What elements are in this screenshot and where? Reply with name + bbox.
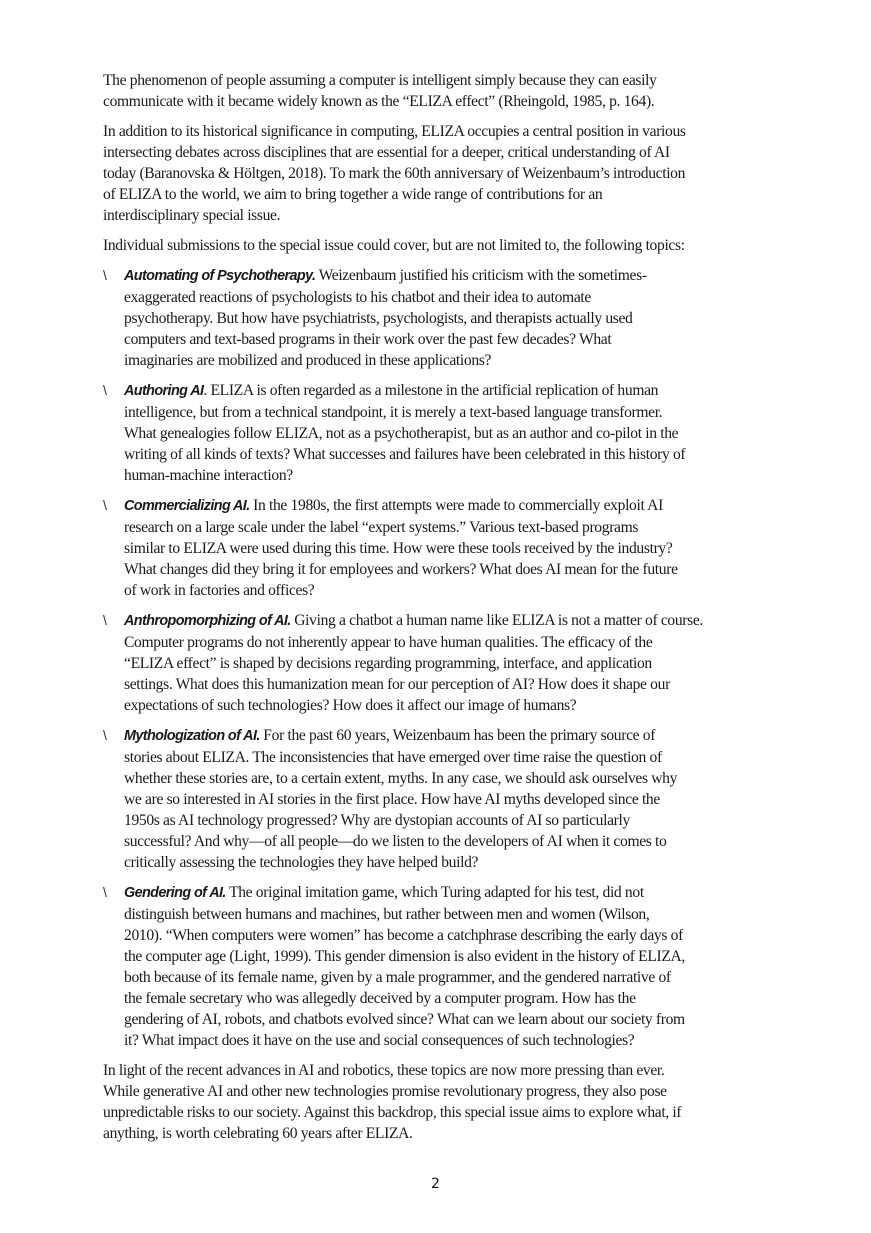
topic-item-commercializing-ai: [103, 495, 783, 601]
text-line: we are so interested in AI stories in the first place. How have AI myths developed since the: [124, 791, 660, 808]
text-line: it? What impact does it have on the use and social consequences of such technologies?: [124, 1032, 635, 1049]
text-line: intersecting debates across disciplines that are essential for a deeper, critical understanding of AI: [103, 144, 670, 161]
intro-paragraph-topics-lead: [103, 235, 783, 256]
topic-title: Gendering of AI.: [124, 885, 226, 901]
topic-first-line: [124, 725, 783, 747]
text-line: critically assessing the technologies they have helped build?: [124, 854, 479, 871]
closing-paragraph: [103, 1060, 783, 1144]
text-line: successful? And why—of all people—do we listen to the developers of AI when it comes to: [124, 833, 667, 850]
text-line: anything, is worth celebrating 60 years after ELIZA.: [103, 1125, 413, 1142]
text-line: The phenomenon of people assuming a computer is intelligent simply because they can easily: [103, 72, 657, 89]
topic-title: Automating of Psychotherapy.: [124, 268, 316, 284]
text-line: research on a large scale under the label “expert systems.” Various text-based programs: [124, 519, 639, 536]
text-line: “ELIZA effect” is shaped by decisions regarding programming, interface, and application: [124, 655, 652, 672]
topic-first-line: [124, 882, 783, 904]
backslash-bullet-icon: \: [103, 884, 107, 900]
text-line: In addition to its historical significance in computing, ELIZA occupies a central position in various: [103, 123, 686, 140]
text-line: both because of its female name, given by a male programmer, and the gendered narrative of: [124, 969, 671, 986]
text-line: Computer programs do not inherently appear to have human qualities. The efficacy of the: [124, 634, 653, 651]
backslash-bullet-icon: \: [103, 497, 107, 513]
backslash-bullet-icon: \: [103, 727, 107, 743]
topic-first-line-text: . ELIZA is often regarded as a milestone in the artificial replication of human: [203, 382, 659, 399]
text-line: the female secretary who was allegedly deceived by a computer program. How has the: [124, 990, 636, 1007]
topic-first-line: [124, 495, 783, 517]
text-line: psychotherapy. But how have psychiatrists, psychologists, and therapists actually used: [124, 310, 633, 327]
text-line: distinguish between humans and machines, but rather between men and women (Wilson,: [124, 906, 650, 923]
topic-title: Mythologization of AI.: [124, 728, 260, 744]
text-line: What changes did they bring it for employees and workers? What does AI mean for the future: [124, 561, 678, 578]
text-line: writing of all kinds of texts? What successes and failures have been celebrated in this history of: [124, 446, 686, 463]
text-line: of ELIZA to the world, we aim to bring together a wide range of contributions for an: [103, 186, 603, 203]
topic-first-line: [124, 265, 783, 287]
text-line: What genealogies follow ELIZA, not as a psychotherapist, but as an author and co-pilot in the: [124, 425, 679, 442]
topic-item-authoring-ai: [103, 380, 783, 486]
topic-item-gendering-ai: [103, 882, 783, 1051]
backslash-bullet-icon: \: [103, 267, 107, 283]
text-line: whether these stories are, to a certain extent, myths. In any case, we should ask ourselves why: [124, 770, 678, 787]
text-line: communicate with it became widely known as the “ELIZA effect” (Rheingold, 1985, p. 164).: [103, 93, 655, 110]
text-line: exaggerated reactions of psychologists to his chatbot and their idea to automate: [124, 289, 591, 306]
topic-title: Anthropomorphizing of AI.: [124, 613, 291, 629]
intro-paragraph-significance: [103, 121, 783, 226]
topic-item-mythologization-ai: [103, 725, 783, 873]
backslash-bullet-icon: \: [103, 382, 107, 398]
text-line: In light of the recent advances in AI and robotics, these topics are now more pressing than ever.: [103, 1062, 665, 1079]
topic-first-line-text: The original imitation game, which Turing adapted for his test, did not: [225, 884, 644, 901]
text-line: intelligence, but from a technical standpoint, it is merely a text-based language transformer.: [124, 404, 663, 421]
text-line: of work in factories and offices?: [124, 582, 315, 599]
text-line: While generative AI and other new technologies promise revolutionary progress, they also pose: [103, 1083, 667, 1100]
text-line: 1950s as AI technology progressed? Why are dystopian accounts of AI so particularly: [124, 812, 630, 829]
topic-first-line: [124, 380, 783, 402]
topic-first-line-text: In the 1980s, the first attempts were made to commercially exploit AI: [249, 497, 663, 514]
topic-first-line-text: Giving a chatbot a human name like ELIZA is not a matter of course.: [290, 612, 703, 629]
text-line: today (Baranovska & Höltgen, 2018). To mark the 60th anniversary of Weizenbaum’s introduction: [103, 165, 686, 182]
topic-title: Commercializing AI.: [124, 498, 250, 514]
text-line: stories about ELIZA. The inconsistencies that have emerged over time raise the question of: [124, 749, 662, 766]
topic-first-line-text: Weizenbaum justified his criticism with the sometimes-: [315, 267, 647, 284]
topic-item-anthropomorphizing-ai: [103, 610, 783, 716]
text-line: human-machine interaction?: [124, 467, 293, 484]
text-line: imaginaries are mobilized and produced in these applications?: [124, 352, 492, 369]
intro-paragraph-eliza-effect: [103, 70, 783, 112]
backslash-bullet-icon: \: [103, 612, 107, 628]
text-line: gendering of AI, robots, and chatbots evolved since? What can we learn about our society from: [124, 1011, 685, 1028]
topic-first-line: [124, 610, 783, 632]
document-page: [103, 70, 783, 1153]
text-line: expectations of such technologies? How does it affect our image of humans?: [124, 697, 577, 714]
text-line: computers and text-based programs in their work over the past few decades? What: [124, 331, 612, 348]
text-line: settings. What does this humanization mean for our perception of AI? How does it shape our: [124, 676, 670, 693]
topic-first-line-text: For the past 60 years, Weizenbaum has been the primary source of: [259, 727, 656, 744]
text-line: Individual submissions to the special issue could cover, but are not limited to, the following topics:: [103, 237, 685, 254]
text-line: interdisciplinary special issue.: [103, 207, 281, 224]
page-number: 2: [431, 1176, 440, 1192]
text-line: similar to ELIZA were used during this time. How were these tools received by the industry?: [124, 540, 673, 557]
text-line: the computer age (Light, 1999). This gender dimension is also evident in the history of ELIZA,: [124, 948, 685, 965]
text-line: 2010). “When computers were women” has become a catchphrase describing the early days of: [124, 927, 683, 944]
topic-item-automating-psychotherapy: [103, 265, 783, 371]
text-line: unpredictable risks to our society. Against this backdrop, this special issue aims to explore what, if: [103, 1104, 682, 1121]
topic-title: Authoring AI: [124, 383, 204, 399]
